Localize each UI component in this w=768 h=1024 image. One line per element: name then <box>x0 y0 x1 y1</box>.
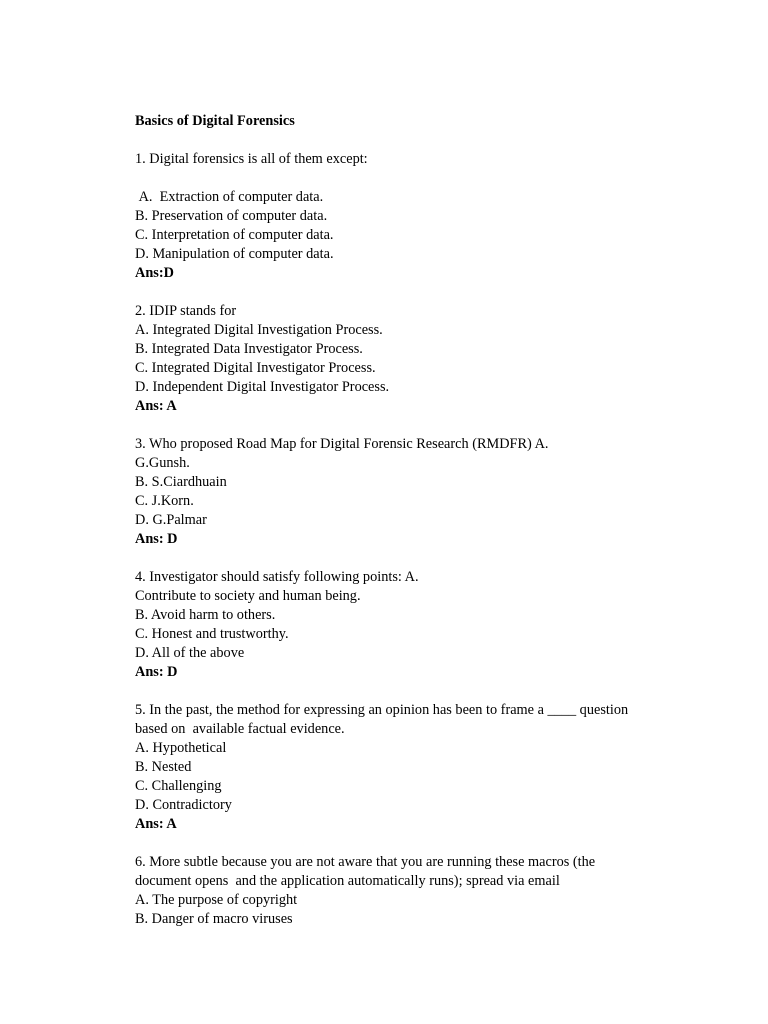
option-line: D. Contradictory <box>135 797 232 813</box>
question-line: document opens and the application automatically runs); spread via email <box>135 873 560 889</box>
option-line: B. Danger of macro viruses <box>135 911 293 927</box>
question-1 <box>135 150 675 283</box>
option-line: D. G.Palmar <box>135 512 207 528</box>
question-2 <box>135 302 675 416</box>
answer-line: Ans: D <box>135 664 178 680</box>
option-line: B. Integrated Data Investigator Process. <box>135 341 363 357</box>
question-4 <box>135 568 675 682</box>
option-line: Contribute to society and human being. <box>135 588 361 604</box>
option-line: C. Interpretation of computer data. <box>135 227 334 243</box>
option-line: B. Avoid harm to others. <box>135 607 276 623</box>
answer-line: Ans: A <box>135 398 177 414</box>
option-line: A. The purpose of copyright <box>135 892 298 908</box>
question-line <box>135 169 675 188</box>
option-line: B. Preservation of computer data. <box>135 208 328 224</box>
question-line: 3. Who proposed Road Map for Digital Forensic Research (RMDFR) A. <box>135 436 549 452</box>
option-line: D. All of the above <box>135 645 245 661</box>
question-5 <box>135 701 675 834</box>
question-line: based on available factual evidence. <box>135 721 345 737</box>
option-line: A. Integrated Digital Investigation Process. <box>135 322 383 338</box>
option-line: C. J.Korn. <box>135 493 194 509</box>
option-line: C. Integrated Digital Investigator Process. <box>135 360 376 376</box>
option-line: C. Challenging <box>135 778 222 794</box>
question-3 <box>135 435 675 549</box>
option-line: A. Extraction of computer data. <box>135 189 324 205</box>
question-line: 5. In the past, the method for expressing an opinion has been to frame a ____ question <box>135 702 629 718</box>
question-6 <box>135 853 675 929</box>
document-content <box>135 112 675 929</box>
document-title: Basics of Digital Forensics <box>135 113 295 129</box>
option-line: B. Nested <box>135 759 192 775</box>
question-line: 2. IDIP stands for <box>135 303 237 319</box>
option-line: B. S.Ciardhuain <box>135 474 227 490</box>
option-line: A. Hypothetical <box>135 740 227 756</box>
option-line: D. Independent Digital Investigator Process. <box>135 379 390 395</box>
option-line: G.Gunsh. <box>135 455 190 471</box>
question-line: 1. Digital forensics is all of them except: <box>135 151 368 167</box>
question-line: 4. Investigator should satisfy following points: A. <box>135 569 419 585</box>
answer-line: Ans: D <box>135 531 178 547</box>
option-line: C. Honest and trustworthy. <box>135 626 289 642</box>
question-line: 6. More subtle because you are not aware that you are running these macros (the <box>135 854 596 870</box>
option-line: D. Manipulation of computer data. <box>135 246 334 262</box>
answer-line: Ans: A <box>135 816 177 832</box>
answer-line: Ans:D <box>135 265 174 281</box>
